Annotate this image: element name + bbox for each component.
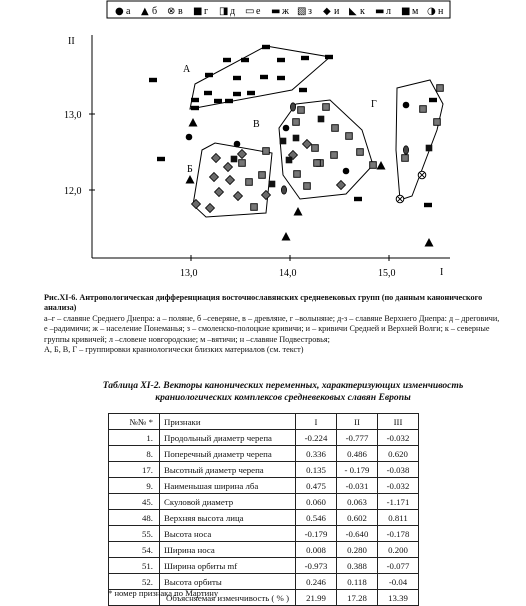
cell-iii: -0.077 xyxy=(378,558,419,574)
data-point xyxy=(262,191,271,200)
legend-label: в xyxy=(178,6,183,17)
group-label-b: Б xyxy=(187,164,193,175)
data-point xyxy=(259,172,266,179)
cell-iii: 0.200 xyxy=(378,542,419,558)
cell-i: -0.973 xyxy=(296,558,337,574)
header-feature: Признаки xyxy=(160,414,296,430)
data-point xyxy=(298,107,305,114)
data-point xyxy=(403,146,408,154)
data-point xyxy=(357,149,364,156)
data-point xyxy=(294,171,301,178)
legend-label: з xyxy=(308,6,312,17)
total-value: 17.28 xyxy=(337,590,378,606)
cell-ii: 0.063 xyxy=(337,494,378,510)
data-point xyxy=(299,88,307,92)
data-point xyxy=(262,45,270,49)
data-point xyxy=(312,145,319,152)
cell-i: 0.246 xyxy=(296,574,337,590)
data-point xyxy=(241,58,249,62)
data-point xyxy=(186,134,193,141)
group-label-a: А xyxy=(183,64,191,75)
legend-label: е xyxy=(256,6,261,17)
data-point xyxy=(337,181,346,190)
data-point xyxy=(286,157,293,164)
cell-iii: -1.171 xyxy=(378,494,419,510)
legend-label: к xyxy=(360,6,365,17)
cell-iii: -0.038 xyxy=(378,462,419,478)
canonical-scatter-plot xyxy=(0,0,526,290)
legend-symbol: ● xyxy=(115,6,124,17)
data-point xyxy=(210,173,219,182)
data-point xyxy=(332,125,339,132)
data-point xyxy=(323,104,330,111)
data-point xyxy=(281,186,286,194)
data-point xyxy=(293,119,300,126)
group-label-v: В xyxy=(253,119,260,130)
legend-symbol: ▬ xyxy=(375,6,385,17)
table-row xyxy=(109,462,419,478)
data-point xyxy=(251,204,258,211)
data-point xyxy=(290,103,295,111)
legend-label: г xyxy=(204,6,209,17)
table-footnote: * номер признака по Мартину xyxy=(108,588,219,598)
data-point xyxy=(331,152,338,159)
data-point xyxy=(247,91,255,95)
data-point xyxy=(293,135,300,142)
table-row xyxy=(109,430,419,446)
cell-ii: -0.640 xyxy=(337,526,378,542)
cell-number: 9. xyxy=(109,478,160,494)
data-point xyxy=(303,140,312,149)
legend-label: л xyxy=(386,6,391,17)
figure-caption-line: а–г – славяне Среднего Днепра: а – поляне, б –северяне, в – древляне, г –волыняне; д-з – славяне Верхнего Днепра: д – дреговичи, xyxy=(44,313,500,323)
legend-symbol: ▲ xyxy=(141,6,149,17)
cell-feature: Верхняя высота лица xyxy=(160,510,296,526)
table-title xyxy=(60,380,506,404)
cell-ii: -0.031 xyxy=(337,478,378,494)
legend-symbol: ■ xyxy=(401,6,411,17)
cell-ii: 0.118 xyxy=(337,574,378,590)
header-iii: III xyxy=(378,414,419,430)
figure-caption-line: группы кривичей; л –словене новгородские; м –вятичи; н –славяне Подвестровья; xyxy=(44,334,330,344)
data-point xyxy=(377,161,386,170)
cell-ii: 0.602 xyxy=(337,510,378,526)
cell-i: 0.475 xyxy=(296,478,337,494)
cell-i: 0.008 xyxy=(296,542,337,558)
total-value: 13.39 xyxy=(378,590,419,606)
data-point xyxy=(149,78,157,82)
cell-ii: 0.486 xyxy=(337,446,378,462)
data-point xyxy=(426,145,433,152)
data-point xyxy=(277,58,285,62)
data-point xyxy=(223,58,231,62)
data-point xyxy=(437,85,444,92)
data-point xyxy=(191,106,199,110)
data-point xyxy=(343,168,350,175)
data-point xyxy=(226,176,235,185)
x-tick-label: 15,0 xyxy=(378,268,396,279)
cell-feature: Ширина носа xyxy=(160,542,296,558)
cell-iii: 0.620 xyxy=(378,446,419,462)
data-point xyxy=(425,238,434,247)
cell-number: 54. xyxy=(109,542,160,558)
data-point xyxy=(260,75,268,79)
y-tick-label: 13,0 xyxy=(64,110,82,121)
legend-symbol: ◨ xyxy=(219,6,229,17)
y-axis-label: II xyxy=(68,36,75,47)
data-point xyxy=(280,138,287,145)
data-point xyxy=(294,207,303,216)
cell-feature: Высота орбиты xyxy=(160,574,296,590)
figure-caption xyxy=(44,293,516,355)
y-tick-label: 12,0 xyxy=(64,186,82,197)
table-row xyxy=(109,558,419,574)
figure-caption-title: Рис.XI-6. Антропологическая дифференциация восточнославянских средневековых групп (по данным канонического анализа) xyxy=(44,293,483,313)
legend-symbol: ▬ xyxy=(271,6,281,17)
table-row xyxy=(109,542,419,558)
data-point xyxy=(157,157,165,161)
legend-label: и xyxy=(334,6,340,17)
data-point xyxy=(214,99,222,103)
table-body xyxy=(109,430,419,606)
header-i: I xyxy=(296,414,337,430)
data-point xyxy=(233,92,241,96)
x-tick-label: 14,0 xyxy=(279,268,297,279)
data-point xyxy=(191,98,199,102)
table-title-line: краниологических комплексов средневековых славян Европы xyxy=(155,392,411,403)
data-point xyxy=(205,73,213,77)
legend-symbol: ⊗ xyxy=(167,6,176,17)
cell-i: 0.135 xyxy=(296,462,337,478)
data-point xyxy=(424,203,432,207)
data-point xyxy=(224,163,233,172)
cell-i: 0.546 xyxy=(296,510,337,526)
cell-feature: Поперечный диаметр черепа xyxy=(160,446,296,462)
table-title-line: Таблица XI-2. Векторы канонических переменных, характеризующих изменчивость xyxy=(102,380,464,391)
table-row xyxy=(109,446,419,462)
data-point xyxy=(215,188,224,197)
header-number: №№ * xyxy=(109,414,160,430)
data-point xyxy=(204,91,212,95)
legend-symbol: ◣ xyxy=(349,6,357,17)
data-point xyxy=(370,162,377,169)
cell-number: 45. xyxy=(109,494,160,510)
table-row xyxy=(109,494,419,510)
group-label-g: Г xyxy=(371,99,377,110)
data-point xyxy=(225,99,233,103)
data-point xyxy=(263,148,270,155)
data-point xyxy=(189,118,198,127)
legend-symbol: ▭ xyxy=(245,6,255,17)
cell-number: 51. xyxy=(109,558,160,574)
data-points xyxy=(149,45,443,247)
data-point xyxy=(186,175,195,184)
data-point xyxy=(212,154,221,163)
legend-symbol: ◑ xyxy=(427,6,436,17)
cell-feature: Ширина орбиты mf xyxy=(160,558,296,574)
data-point xyxy=(314,160,321,167)
total-label: Объясняемая изменчивость ( % ) xyxy=(160,590,296,606)
legend-label: м xyxy=(412,6,419,17)
table-row xyxy=(109,478,419,494)
cell-ii: 0.388 xyxy=(337,558,378,574)
data-point xyxy=(206,204,215,213)
legend-symbol: ▧ xyxy=(297,6,307,17)
cell-number: 55. xyxy=(109,526,160,542)
data-point xyxy=(402,155,409,162)
legend-label: д xyxy=(230,6,236,17)
total-value: 21.99 xyxy=(296,590,337,606)
data-point xyxy=(246,179,253,186)
data-point xyxy=(396,195,404,203)
legend-symbol: ◆ xyxy=(323,6,331,17)
data-point xyxy=(239,160,246,167)
cell-feature: Скуловой диаметр xyxy=(160,494,296,510)
cell-iii: -0.032 xyxy=(378,430,419,446)
data-point xyxy=(434,119,441,126)
data-point xyxy=(403,102,410,109)
data-point xyxy=(192,200,201,209)
data-point xyxy=(318,116,325,123)
cell-number: 1. xyxy=(109,430,160,446)
legend-label: н xyxy=(438,6,444,17)
cell-number: 48. xyxy=(109,510,160,526)
cell-number: 8. xyxy=(109,446,160,462)
cell-ii: 0.280 xyxy=(337,542,378,558)
data-point xyxy=(233,76,241,80)
table-row xyxy=(109,510,419,526)
cell-i: -0.179 xyxy=(296,526,337,542)
figure-caption-line: е –радимичи; ж – население Понеманья; з – смоленско-полоцкие кривичи; и – кривичи Средней и Верхней Волги; к – северные xyxy=(44,324,490,334)
data-point xyxy=(234,192,243,201)
figure-caption-line: А, Б, В, Г – группировки краниологически близких материалов (см. текст) xyxy=(44,345,304,355)
canonical-vectors-table xyxy=(108,413,419,606)
data-point xyxy=(429,98,437,102)
legend-label: б xyxy=(152,6,158,17)
header-ii: II xyxy=(337,414,378,430)
data-point xyxy=(304,183,311,190)
data-point xyxy=(418,171,426,179)
cell-iii: -0.178 xyxy=(378,526,419,542)
cell-number: 52. xyxy=(109,574,160,590)
cell-feature: Продольный диаметр черепа xyxy=(160,430,296,446)
data-point xyxy=(420,106,427,113)
cell-i: 0.336 xyxy=(296,446,337,462)
data-point xyxy=(301,56,309,60)
cell-feature: Наименьшая ширина лба xyxy=(160,478,296,494)
cell-ii: -0.777 xyxy=(337,430,378,446)
legend xyxy=(115,6,444,17)
cell-number: 17. xyxy=(109,462,160,478)
legend-label: ж xyxy=(282,6,289,17)
data-point xyxy=(269,181,276,188)
cell-feature: Высотный диаметр черепа xyxy=(160,462,296,478)
data-point xyxy=(325,55,333,59)
data-point xyxy=(354,197,362,201)
cell-iii: -0.04 xyxy=(378,574,419,590)
data-point xyxy=(282,232,291,241)
data-point xyxy=(277,76,285,80)
data-point xyxy=(283,125,290,132)
legend-label: а xyxy=(126,6,131,17)
cell-iii: 0.811 xyxy=(378,510,419,526)
table-row xyxy=(109,526,419,542)
data-point xyxy=(231,156,238,163)
x-tick-label: 13,0 xyxy=(180,268,198,279)
cell-i: -0.224 xyxy=(296,430,337,446)
cell-iii: -0.032 xyxy=(378,478,419,494)
data-point xyxy=(234,141,241,148)
cell-i: 0.060 xyxy=(296,494,337,510)
data-point xyxy=(238,150,247,159)
data-point xyxy=(346,133,353,140)
x-axis-label: I xyxy=(440,267,444,278)
cell-ii: - 0.179 xyxy=(337,462,378,478)
table-header-row xyxy=(109,414,419,430)
cell-feature: Высота носа xyxy=(160,526,296,542)
legend-symbol: ■ xyxy=(193,6,203,17)
